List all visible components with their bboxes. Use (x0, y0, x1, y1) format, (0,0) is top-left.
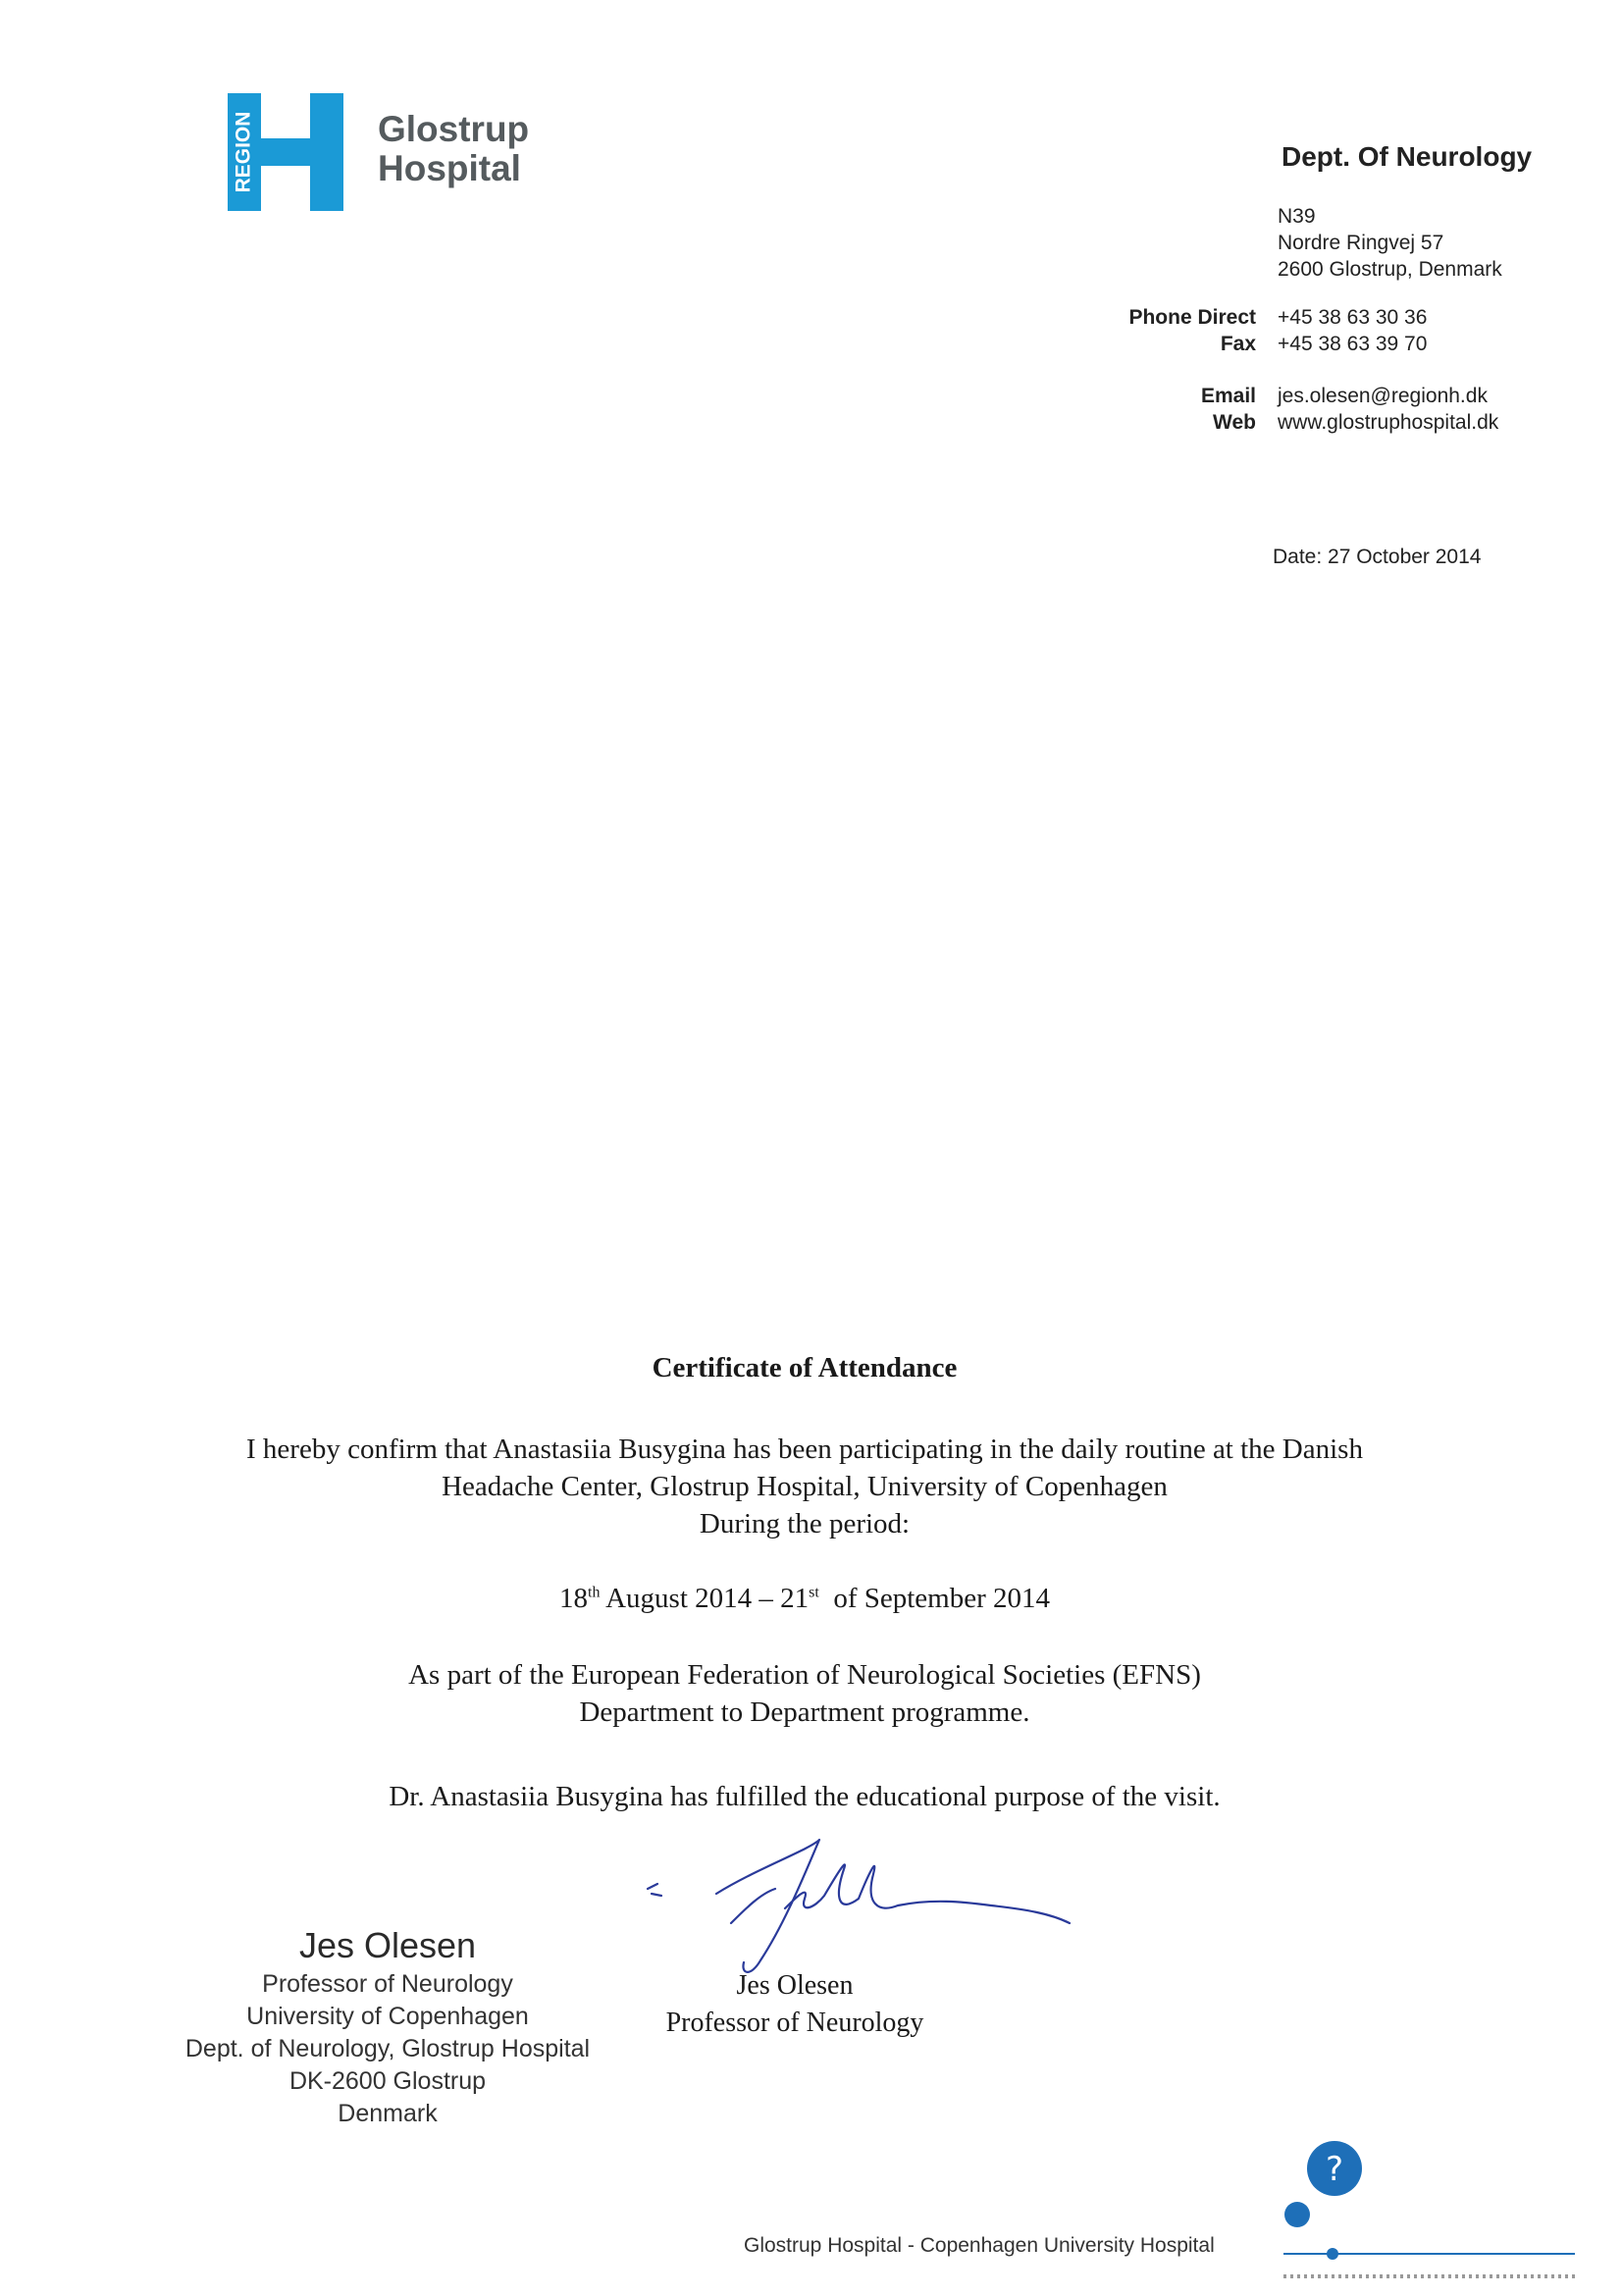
ordinal-suffix: th (588, 1584, 601, 1601)
phone-values (1278, 304, 1427, 357)
signer-block (638, 1967, 952, 2042)
fulfilled-statement: Dr. Anastasiia Busygina has fulfilled the educational purpose of the visit. (389, 1781, 1221, 1812)
signer-title: Professor of Neurology (665, 2008, 924, 2038)
stamp-line: Denmark (338, 2100, 438, 2127)
address-line: N39 (1278, 205, 1316, 228)
address-line: 2600 Glostrup, Denmark (1278, 258, 1502, 281)
phone-label: Phone Direct (1128, 306, 1256, 329)
period-end: of September 2014 (818, 1583, 1050, 1614)
stamp-line: DK-2600 Glostrup (288, 2067, 487, 2095)
web-label: Web (1213, 411, 1256, 434)
stamp-name: Jes Olesen (298, 1925, 477, 1965)
programme-paragraph (0, 1656, 1609, 1731)
ordinal-suffix: st (809, 1584, 819, 1601)
attendance-period (0, 1580, 1609, 1617)
letter-date: Date: 27 October 2014 (1273, 546, 1482, 568)
stamp-line: Professor of Neurology (262, 1970, 513, 1998)
fax-label: Fax (1220, 333, 1256, 355)
phone-labels (1079, 304, 1256, 357)
certificate-title: Certificate of Attendance (652, 1352, 958, 1383)
paragraph-line: Department to Department programme. (579, 1696, 1030, 1728)
logo-vertical-text: REGION (232, 111, 255, 193)
email-label: Email (1200, 385, 1256, 407)
email-address: jes.olesen@regionh.dk (1278, 385, 1488, 407)
web-values (1278, 383, 1498, 436)
department-name: Dept. Of Neurology (1282, 141, 1533, 172)
logo-line1: Glostrup (378, 109, 530, 149)
paragraph-line: As part of the European Federation of Neurological Societies (EFNS) (408, 1659, 1201, 1691)
logo-line2: Hospital (378, 148, 521, 188)
paragraph-line: During the period: (699, 1508, 911, 1539)
period-middle: August 2014 – 21 (600, 1583, 810, 1614)
svg-text:?: ? (1325, 2150, 1344, 2189)
stamp-line: Dept. of Neurology, Glostrup Hospital (184, 2035, 591, 2062)
paragraph-line: Headache Center, Glostrup Hospital, University of Copenhagen (442, 1471, 1168, 1502)
web-labels (1079, 383, 1256, 436)
logo-wordmark (378, 110, 529, 188)
period-start-day: 18 (559, 1583, 588, 1614)
phone-number: +45 38 63 30 36 (1278, 306, 1428, 329)
address-block (1278, 203, 1502, 283)
web-address: www.glostruphospital.dk (1278, 411, 1499, 434)
stamp-line: University of Copenhagen (246, 2003, 529, 2030)
region-h-logo (228, 93, 343, 211)
signature-stamp (157, 1923, 618, 2130)
address-line: Nordre Ringvej 57 (1278, 232, 1444, 254)
confirmation-paragraph (0, 1431, 1609, 1542)
fax-number: +45 38 63 39 70 (1278, 333, 1428, 355)
footer-text: Glostrup Hospital - Copenhagen University Hospital (744, 2234, 1215, 2257)
faculty-emblem (1276, 2139, 1580, 2296)
signer-name: Jes Olesen (736, 1970, 854, 2001)
handwritten-signature (638, 1815, 1099, 1992)
paragraph-line: I hereby confirm that Anastasiia Busygina has been participating in the daily routine at the Danish (246, 1434, 1363, 1465)
